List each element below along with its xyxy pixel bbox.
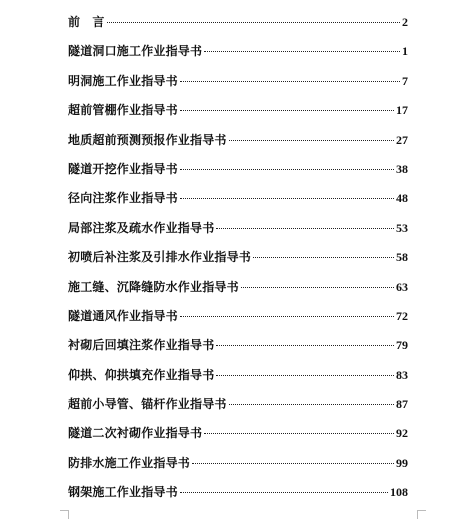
toc-entry-page: 17 bbox=[396, 103, 408, 118]
toc-entry[interactable] bbox=[68, 302, 408, 331]
dot-leader bbox=[180, 198, 394, 199]
toc-entry[interactable] bbox=[68, 155, 408, 184]
toc-entry-title: 衬砌后回填注浆作业指导书 bbox=[68, 338, 215, 353]
toc-entry[interactable] bbox=[68, 214, 408, 243]
toc-entry-title: 施工缝、沉降缝防水作业指导书 bbox=[68, 279, 239, 294]
toc-entry[interactable] bbox=[68, 419, 408, 448]
toc-entry-page: 53 bbox=[396, 220, 408, 235]
toc-entry-page: 2 bbox=[402, 15, 408, 29]
toc-entry-page: 83 bbox=[396, 367, 408, 382]
toc-entry[interactable] bbox=[68, 243, 408, 272]
toc-entry[interactable] bbox=[68, 126, 408, 155]
toc-entry[interactable] bbox=[68, 96, 408, 125]
toc-entry-title: 超前管棚作业指导书 bbox=[68, 103, 178, 118]
toc-entry-title: 明洞施工作业指导书 bbox=[68, 73, 178, 88]
toc-entry-page: 38 bbox=[396, 161, 408, 176]
toc-entry-title: 径向注浆作业指导书 bbox=[68, 191, 178, 206]
toc-entry-page: 1 bbox=[402, 44, 408, 59]
toc-entry-page: 92 bbox=[396, 426, 408, 441]
toc-entry-title: 隧道开挖作业指导书 bbox=[68, 161, 178, 176]
dot-leader bbox=[180, 169, 394, 170]
toc-entry[interactable] bbox=[68, 8, 408, 37]
toc-entry[interactable] bbox=[68, 331, 408, 360]
crop-mark bbox=[60, 510, 69, 519]
toc-entry-title: 隧道通风作业指导书 bbox=[68, 308, 178, 323]
toc-entry-page: 99 bbox=[396, 455, 408, 470]
toc-entry-title: 隧道二次衬砌作业指导书 bbox=[68, 426, 203, 441]
toc-entry-page: 63 bbox=[396, 279, 408, 294]
dot-leader bbox=[216, 228, 394, 229]
toc-entry-page: 72 bbox=[396, 308, 408, 323]
dot-leader bbox=[204, 51, 400, 52]
dot-leader bbox=[192, 463, 394, 464]
table-of-contents bbox=[68, 8, 408, 508]
toc-entry-title: 局部注浆及疏水作业指导书 bbox=[68, 220, 215, 235]
dot-leader bbox=[229, 140, 394, 141]
toc-entry[interactable] bbox=[68, 478, 408, 507]
crop-mark bbox=[417, 510, 426, 519]
toc-entry-page: 58 bbox=[396, 250, 408, 265]
toc-entry[interactable] bbox=[68, 449, 408, 478]
toc-entry-title: 超前小导管、锚杆作业指导书 bbox=[68, 397, 227, 412]
toc-entry-title: 钢架施工作业指导书 bbox=[68, 485, 178, 500]
dot-leader bbox=[216, 375, 394, 376]
toc-entry-title: 仰拱、仰拱填充作业指导书 bbox=[68, 367, 215, 382]
dot-leader bbox=[180, 81, 400, 82]
dot-leader bbox=[241, 287, 394, 288]
toc-entry-title: 隧道洞口施工作业指导书 bbox=[68, 44, 203, 59]
toc-entry-page: 79 bbox=[396, 338, 408, 353]
toc-entry[interactable] bbox=[68, 37, 408, 66]
toc-entry-page: 108 bbox=[390, 485, 408, 500]
toc-entry-title: 前 言 bbox=[68, 15, 105, 29]
toc-entry[interactable] bbox=[68, 361, 408, 390]
toc-entry[interactable] bbox=[68, 390, 408, 419]
toc-entry-page: 27 bbox=[396, 132, 408, 147]
dot-leader bbox=[180, 492, 388, 493]
toc-entry-title: 防排水施工作业指导书 bbox=[68, 455, 191, 470]
dot-leader bbox=[229, 404, 394, 405]
toc-entry-title: 地质超前预测预报作业指导书 bbox=[68, 132, 227, 147]
toc-entry-page: 48 bbox=[396, 191, 408, 206]
toc-entry-title: 初喷后补注浆及引排水作业指导书 bbox=[68, 250, 252, 265]
dot-leader bbox=[180, 316, 394, 317]
dot-leader bbox=[107, 22, 400, 23]
toc-entry[interactable] bbox=[68, 184, 408, 213]
dot-leader bbox=[216, 345, 394, 346]
toc-entry[interactable] bbox=[68, 273, 408, 302]
dot-leader bbox=[253, 257, 394, 258]
dot-leader bbox=[204, 433, 394, 434]
dot-leader bbox=[180, 110, 394, 111]
toc-entry-page: 87 bbox=[396, 397, 408, 412]
toc-entry[interactable] bbox=[68, 67, 408, 96]
toc-entry-page: 7 bbox=[402, 73, 408, 88]
